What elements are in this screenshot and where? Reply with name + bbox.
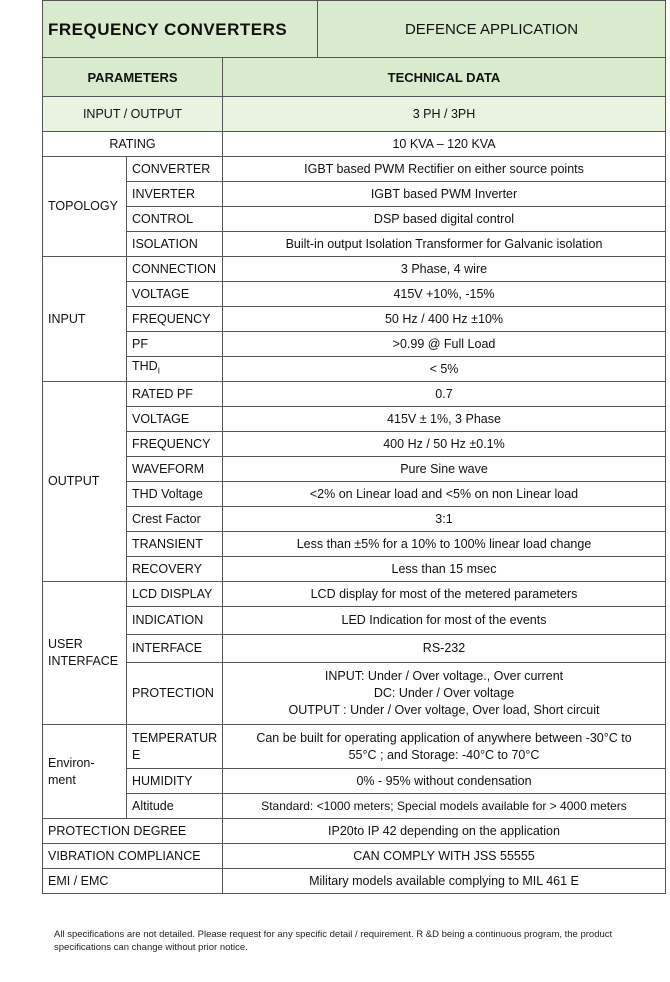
protection-degree-label: PROTECTION DEGREE <box>43 819 223 844</box>
param-value: >0.99 @ Full Load <box>223 332 666 357</box>
group-label-line1: USER <box>48 637 83 651</box>
protection-line2: DC: Under / Over voltage <box>373 686 515 700</box>
footnote-line2: specifications can change without prior notice. <box>54 942 248 953</box>
protection-line1: INPUT: Under / Over voltage., Over current <box>324 669 564 683</box>
param-label: PROTECTION <box>127 663 223 725</box>
param-value: 400 Hz / 50 Hz ±0.1% <box>223 432 666 457</box>
param-value: 3:1 <box>223 507 666 532</box>
param-value: 0% - 95% without condensation <box>223 769 666 794</box>
emi-value: Military models available complying to MIL 461 E <box>223 869 666 894</box>
footnote-line1: All specifications are not detailed. Please request for any specific detail / requirement. R &D being a continuous program, the product <box>54 929 613 940</box>
param-value: DSP based digital control <box>223 207 666 232</box>
param-label: VOLTAGE <box>127 407 223 432</box>
param-value: 415V +10%, -15% <box>223 282 666 307</box>
col-header-parameters: PARAMETERS <box>43 58 223 97</box>
param-value: 0.7 <box>223 382 666 407</box>
param-label: RATED PF <box>127 382 223 407</box>
param-label: INTERFACE <box>127 635 223 663</box>
footnote <box>54 928 654 954</box>
rating-label: RATING <box>43 132 223 157</box>
thd-subscript: I <box>157 366 160 376</box>
param-label: RECOVERY <box>127 557 223 582</box>
group-label-line1: Environ- <box>48 755 95 770</box>
group-output: OUTPUT <box>43 382 127 582</box>
param-value: 50 Hz / 400 Hz ±10% <box>223 307 666 332</box>
temperature-line1: Can be built for operating application of anywhere between -30°C to <box>256 730 632 745</box>
param-label: CONVERTER <box>127 157 223 182</box>
param-label: HUMIDITY <box>127 769 223 794</box>
param-label: VOLTAGE <box>127 282 223 307</box>
temperature-label-line2: E <box>132 747 141 762</box>
param-value: < 5% <box>223 357 666 382</box>
param-label: Crest Factor <box>127 507 223 532</box>
protection-value <box>223 663 666 725</box>
param-value: LCD display for most of the metered parameters <box>223 582 666 607</box>
temperature-label-line1: TEMPERATUR <box>132 730 218 745</box>
temperature-line2: 55°C ; and Storage: -40°C to 70°C <box>348 747 540 762</box>
param-label: TRANSIENT <box>127 532 223 557</box>
param-label <box>127 725 223 769</box>
param-label: INVERTER <box>127 182 223 207</box>
param-label: INDICATION <box>127 607 223 635</box>
rating-value: 10 KVA – 120 KVA <box>223 132 666 157</box>
param-label: FREQUENCY <box>127 307 223 332</box>
param-value: LED Indication for most of the events <box>223 607 666 635</box>
application-label: DEFENCE APPLICATION <box>318 1 666 58</box>
vibration-value: CAN COMPLY WITH JSS 55555 <box>223 844 666 869</box>
emi-label: EMI / EMC <box>43 869 223 894</box>
param-value: 415V ± 1%, 3 Phase <box>223 407 666 432</box>
param-label: CONTROL <box>127 207 223 232</box>
param-label: CONNECTION <box>127 257 223 282</box>
param-label: PF <box>127 332 223 357</box>
param-label <box>127 357 223 382</box>
temperature-value <box>223 725 666 769</box>
param-value: <2% on Linear load and <5% on non Linear load <box>223 482 666 507</box>
group-label-line2: ment <box>48 772 76 787</box>
group-label-line2: INTERFACE <box>48 654 119 668</box>
param-label: Altitude <box>127 794 223 819</box>
spec-table <box>42 0 666 894</box>
param-value: Less than 15 msec <box>223 557 666 582</box>
group-user-interface <box>43 582 127 725</box>
protection-degree-value: IP20to IP 42 depending on the application <box>223 819 666 844</box>
param-label: THD Voltage <box>127 482 223 507</box>
input-output-value: 3 PH / 3PH <box>223 97 666 132</box>
param-value: Less than ±5% for a 10% to 100% linear load change <box>223 532 666 557</box>
param-value: IGBT based PWM Inverter <box>223 182 666 207</box>
input-output-label: INPUT / OUTPUT <box>43 97 223 132</box>
param-value: Standard: <1000 meters; Special models available for > 4000 meters <box>223 794 666 819</box>
group-topology: TOPOLOGY <box>43 157 127 257</box>
spec-sheet <box>42 0 665 894</box>
param-label: LCD DISPLAY <box>127 582 223 607</box>
group-input: INPUT <box>43 257 127 382</box>
param-value: 3 Phase, 4 wire <box>223 257 666 282</box>
protection-line3: OUTPUT : Under / Over voltage, Over load, Short circuit <box>288 703 600 717</box>
param-value: Pure Sine wave <box>223 457 666 482</box>
param-value: RS-232 <box>223 635 666 663</box>
page-title: FREQUENCY CONVERTERS <box>43 1 318 58</box>
param-label: FREQUENCY <box>127 432 223 457</box>
param-label: WAVEFORM <box>127 457 223 482</box>
thd-label: THD <box>132 359 158 374</box>
group-environment <box>43 725 127 819</box>
vibration-label: VIBRATION COMPLIANCE <box>43 844 223 869</box>
param-value: Built-in output Isolation Transformer for Galvanic isolation <box>223 232 666 257</box>
col-header-technical: TECHNICAL DATA <box>223 58 666 97</box>
param-label: ISOLATION <box>127 232 223 257</box>
param-value: IGBT based PWM Rectifier on either source points <box>223 157 666 182</box>
